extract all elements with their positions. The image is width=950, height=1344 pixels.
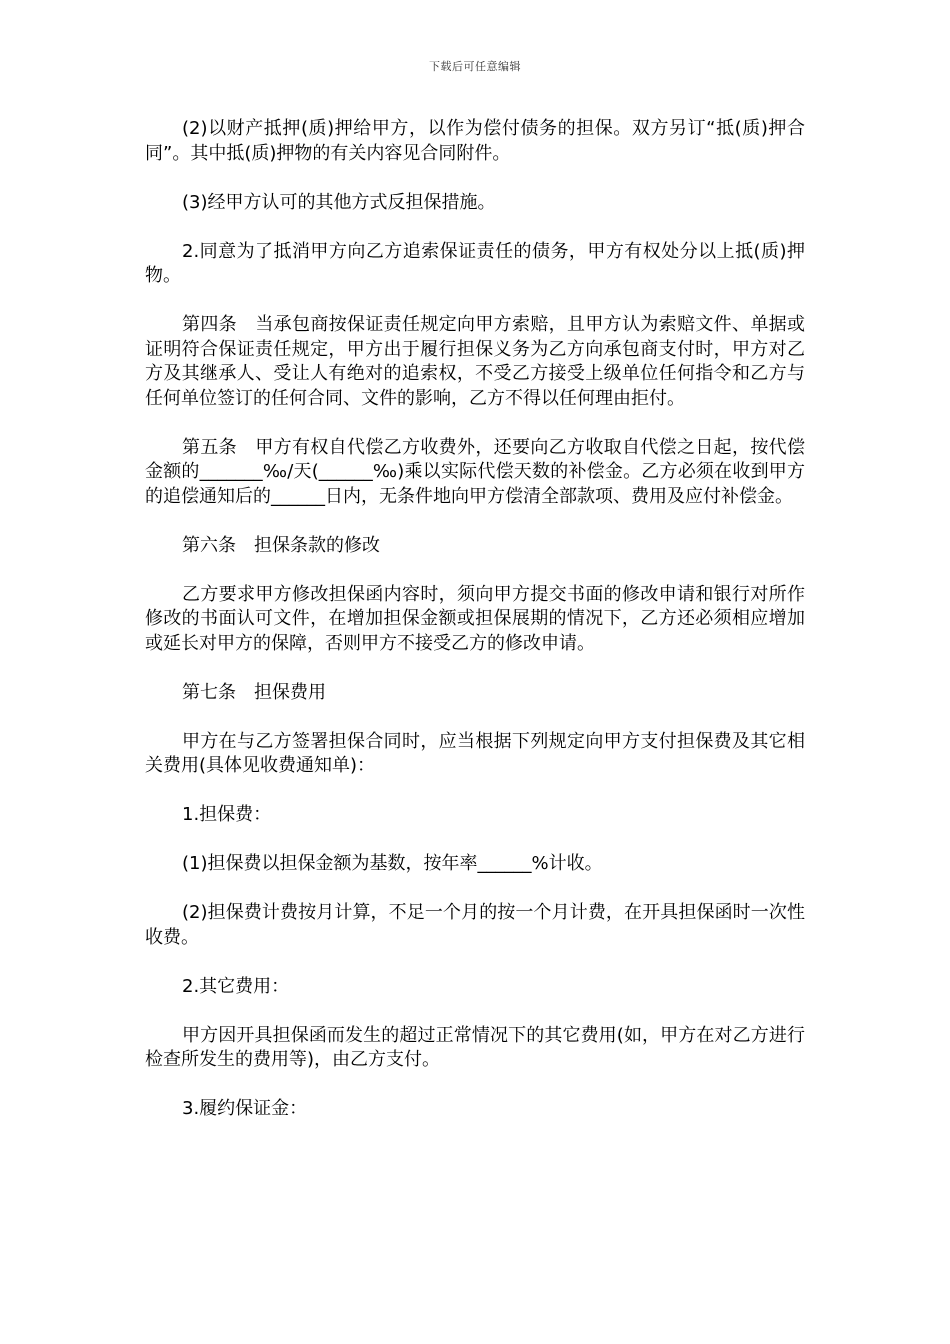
document-body [145, 117, 805, 1146]
paragraph-collateral-pledge: (2)以财产抵押(质)押给甲方，以作为偿付债务的担保。双方另订“抵(质)押合同”。其中抵(质)押物的有关内容见合同附件。 [145, 118, 805, 164]
item-other-fees: 2.其它费用： [182, 975, 290, 997]
page-header-note: 下载后可任意编辑 [429, 60, 521, 73]
paragraph-article-6-body: 乙方要求甲方修改担保函内容时，须向甲方提交书面的修改申请和银行对所作修改的书面认可文件，在增加担保金额或担保展期的情况下，乙方还必须相应增加或延长对甲方的保障，否则甲方不接受乙方的修改申请。 [145, 583, 805, 654]
paragraph-disposal-right: 2.同意为了抵消甲方向乙方追索保证责任的债务，甲方有权处分以上抵(质)押物。 [145, 240, 805, 286]
item-guarantee-fee: 1.担保费： [182, 804, 272, 825]
paragraph-other-counter-guarantee: (3)经甲方认可的其他方式反担保措施。 [182, 191, 496, 213]
item-fee-rate: (1)担保费以担保金额为基数，按年率______%计收。 [182, 853, 603, 874]
heading-article-7: 第七条 担保费用 [182, 681, 326, 703]
paragraph-other-fees-body: 甲方因开具担保函而发生的超过正常情况下的其它费用(如，甲方在对乙方进行检查所发生的费用等)，由乙方支付。 [145, 1024, 805, 1070]
item-performance-deposit: 3.履约保证金： [182, 1098, 308, 1119]
paragraph-article-7-body: 甲方在与乙方签署担保合同时，应当根据下列规定向甲方支付担保费及其它相关费用(具体见收费通知单)： [145, 730, 805, 776]
paragraph-article-5: 第五条 甲方有权自代偿乙方收费外，还要向乙方收取自代偿之日起，按代偿金额的_______‰/天(______‰)乘以实际代偿天数的补偿金。乙方必须在收到甲方的追偿通知后的______日内，无条件地向甲方偿清全部款项、费用及应付补偿金。 [145, 436, 805, 507]
item-fee-billing: (2)担保费计费按月计算，不足一个月的按一个月计费，在开具担保函时一次性收费。 [145, 902, 805, 948]
paragraph-article-4: 第四条 当承包商按保证责任规定向甲方索赔，且甲方认为索赔文件、单据或证明符合保证责任规定，甲方出于履行担保义务为乙方向承包商支付时，甲方对乙方及其继承人、受让人有绝对的追索权，不受乙方接受上级单位任何指令和乙方与任何单位签订的任何合同、文件的影响，乙方不得以任何理由拒付。 [145, 314, 805, 409]
heading-article-6: 第六条 担保条款的修改 [182, 534, 380, 556]
